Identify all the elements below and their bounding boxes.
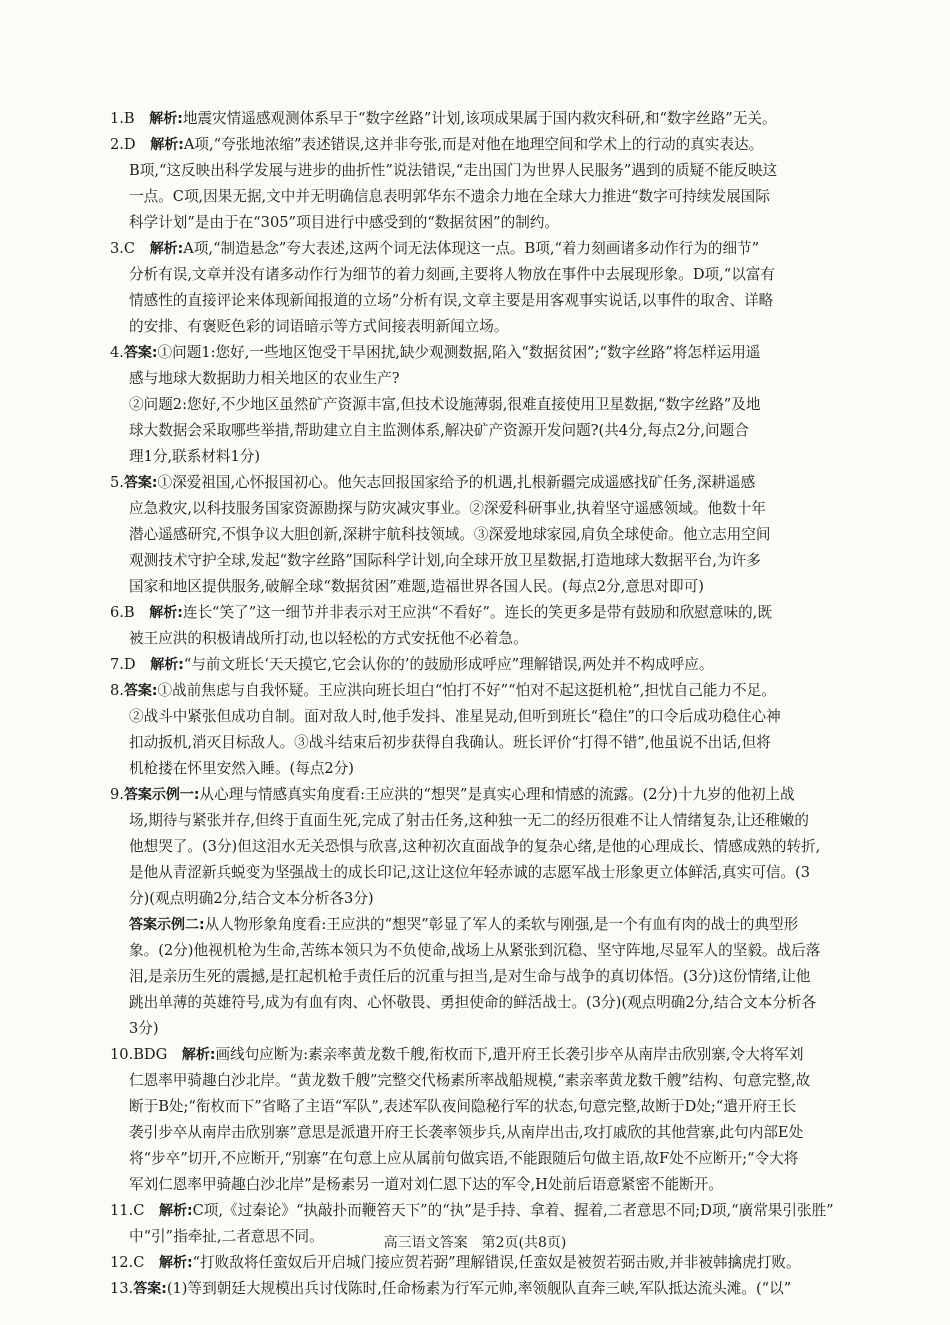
answer-item (110, 652, 850, 678)
answer-continuation-line: ②问题2:您好,不少地区虽然矿产资源丰富,但技术设施薄弱,很难直接使用卫星数据,“数字丝路”及地 (129, 396, 761, 413)
question-number: 11.C (110, 1202, 145, 1219)
answer-continuation-line: 分)(观点明确2分,结合文本分析各3分) (129, 890, 374, 907)
answer-text: 从人物形象角度看:王应洪的“想哭”彰显了军人的柔软与刚强,是一个有血有肉的战士的典型形 (204, 916, 799, 933)
answer-continuation-line: ②战斗中紧张但成功自制。面对敌人时,他手发抖、准星晃动,但听到班长“稳住”的口令后成功稳住心神 (129, 708, 781, 725)
question-number: 13. (110, 1280, 134, 1297)
answer-continuation-line: 一点。C项,因果无据,文中并无明确信息表明郭华东不遗余力地在全球大力推进“数字可持续发展国际 (129, 188, 770, 205)
answer-item (110, 236, 850, 340)
answer-continuation-line: 被王应洪的积极请战所打动,也以轻松的方式安抚他不必着急。 (129, 630, 528, 647)
answer-continuation-line: 袭引步卒从南岸击欣别寨”意思是派遣开府王长袭率领步兵,从南岸出击,攻打戚欣的其他营寨,此句内部E处 (129, 1124, 804, 1141)
answer-label: 解析: (158, 1255, 193, 1271)
answer-text: 地震灾情遥感观测体系早于“数字丝路”计划,该项成果属于国内救灾科研,和“数字丝路”无关。 (182, 110, 777, 127)
answer-item (110, 106, 850, 132)
answer-continuation-line: 跳出单薄的英雄符号,成为有血有肉、心怀敬畏、勇担使命的鲜活战士。(3分)(观点明确2分,结合文本分析各 (129, 994, 817, 1011)
answer-first-line (110, 600, 850, 626)
answer-text: A项,“制造悬念”夸大表述,这两个词无法体现这一点。B项,“着力刻画诸多动作行为的细节” (183, 240, 760, 257)
answer-text: ①深爱祖国,心怀报国初心。他矢志回报国家给予的机遇,扎根新疆完成遥感找矿任务,深耕遥感 (157, 474, 756, 491)
question-number: 12.C (110, 1254, 145, 1271)
answer-item (110, 1042, 850, 1198)
answer-text: C项,《过秦论》“执敲扑而鞭笞天下”的“执”是手持、拿着、握着,二者意思不同;D项,“廣常果引张胜” (192, 1202, 834, 1219)
answer-continuation-line: 仁恩率甲骑趣白沙北岸。“黄龙数千艘”完整交代杨素所率战船规模,“素亲率黄龙数千艘”结构、句意完整,故 (129, 1072, 811, 1089)
answer-continuation-line: 他想哭了。(3分)但这泪水无关恐惧与欣喜,这种初次直面战争的复杂心绪,是他的心理成长、情感成熟的转折, (129, 838, 821, 855)
answer-text: 从心理与情感真实角度看:王应洪的“想哭”是真实心理和情感的流露。(2分)十九岁的他初上战 (199, 786, 795, 803)
answer-first-line (110, 652, 850, 678)
answer-item (110, 1276, 850, 1302)
answer-label: 解析: (158, 1203, 193, 1219)
answer-continuation-line: 断于B处;“衔枚而下”省略了主语“军队”,表述军队夜间隐秘行军的状态,句意完整,故断于D处;“遣开府王长 (129, 1098, 797, 1115)
answer-continuation-line: B项,“这反映出科学发展与进步的曲折性”说法错误,“走出国门为世界人民服务”遇到的质疑不能反映这 (129, 162, 778, 179)
answer-continuation-line: 中“引”指牵扯,二者意思不同。 (129, 1228, 324, 1245)
answer-text: 连长“笑了”这一细节并非表示对王应洪“不看好”。连长的笑更多是带有鼓励和欣慰意味的,既 (182, 604, 772, 621)
answer-continuation-line: 理1分,联系材料1分) (129, 448, 261, 465)
answer-label: 答案: (123, 475, 158, 491)
answer-text: A项,“夸张地浓缩”表述错误,这并非夸张,而是对他在地理空间和学术上的行动的真实表达。 (183, 136, 764, 153)
answer-list (110, 106, 850, 1302)
answer-first-line (110, 470, 850, 496)
answer-continuation-line: 观测技术守护全球,发起“数字丝路”国际科学计划,向全球开放卫星数据,打造地球大数据平台,为许多 (129, 552, 761, 569)
answer-first-line (110, 340, 850, 366)
answer-item (110, 782, 850, 1042)
answer-first-line (110, 1250, 850, 1276)
question-number: 9. (110, 786, 124, 803)
answer-first-line (110, 1198, 850, 1224)
answer-label: 答案示例二: (129, 917, 205, 933)
answer-first-line (110, 132, 850, 158)
question-number: 10.BDG (110, 1046, 168, 1063)
answer-label: 解析: (181, 1047, 216, 1063)
answer-text: “打败敌将任蛮奴后开启城门接应贺若弼”理解错误,任蛮奴是被贺若弼击败,并非被韩擒虎打败。 (192, 1254, 801, 1271)
question-number: 2.D (110, 136, 136, 153)
question-number: 4. (110, 344, 124, 361)
answer-label: 解析: (150, 137, 184, 153)
answer-text: (1)等到朝廷大规模出兵讨伐陈时,任命杨素为行军元帅,率领舰队直奔三峡,军队抵达流头滩。(“以” (166, 1280, 792, 1297)
answer-continuation-line: 扣动扳机,消灭目标敌人。③战斗结束后初步获得自我确认。班长评价“打得不错”,他虽说不出话,但将 (129, 734, 771, 751)
answer-continuation-line: 是他从青涩新兵蜕变为坚强战士的成长印记,这让这位年轻赤诚的志愿军战士形象更立体鲜活,真实可信。(3 (129, 864, 810, 881)
answer-text: ①问题1:您好,一些地区饱受干旱困扰,缺少观测数据,陷入“数据贫困”;“数字丝路”将怎样运用遥 (157, 344, 761, 361)
answer-continuation-line: 泪,是亲历生死的震撼,是扛起机枪手责任后的沉重与担当,是对生命与战争的真切体悟。(3分)这份情绪,让他 (129, 968, 811, 985)
answer-continuation-line: 军刘仁恩率甲骑趣白沙北岸”是杨素另一道对刘仁恩下达的军令,H处前后语意紧密不能断开。 (129, 1176, 723, 1193)
answer-first-line (110, 678, 850, 704)
answer-continuation-line: 科学计划”是由于在“305”项目进行中感受到的“数据贫困”的制约。 (129, 214, 560, 231)
answer-continuation-line: 应急救灾,以科技服务国家资源勘探与防灾减灾事业。②深爱科研事业,执着坚守遥感领域。他数十年 (129, 500, 766, 517)
answer-first-line (110, 1042, 850, 1068)
answer-continuation-line: 将“步卒”切开,不应断开,“别寨”在句意上应从属前句做宾语,不能跟随后句做主语,故F处不应断开;“令大将 (129, 1150, 799, 1167)
question-number: 5. (110, 474, 124, 491)
answer-item (110, 678, 850, 782)
answer-label: 解析: (149, 241, 184, 257)
answer-label: 答案: (123, 683, 158, 699)
question-number: 1.B (110, 110, 135, 127)
answer-continuation-line: 情感性的直接评论来体现新闻报道的立场”分析有误,文章主要是用客观事实说话,以事件的取舍、详略 (129, 292, 774, 309)
answer-first-line (110, 236, 850, 262)
answer-first-line (110, 1276, 850, 1302)
answer-continuation-line: 场,期待与紧张并存,但终于直面生死,完成了射击任务,这种独一无二的经历很难不让人情绪复杂,让还稚嫩的 (129, 812, 809, 829)
answer-continuation-line: 分析有误,文章并没有诸多动作行为细节的着力刻画,主要将人物放在事件中去展现形象。D项,“以富有 (129, 266, 776, 283)
answer-text: ①战前焦虑与自我怀疑。王应洪向班长坦白“怕打不好”“怕对不起这挺机枪”,担忧自己能力不足。 (157, 682, 776, 699)
answer-label: 解析: (149, 111, 183, 127)
answer-item (110, 1250, 850, 1276)
answer-item (110, 470, 850, 600)
answer-item (110, 132, 850, 236)
question-number: 8. (110, 682, 124, 699)
answer-text: “与前文班长‘天天摸它,它会认你的’的鼓励形成呼应”理解错误,两处并不构成呼应。 (183, 656, 714, 673)
answer-label: 解析: (149, 605, 183, 621)
answer-first-line (110, 106, 850, 132)
answer-example-two-first-line (110, 912, 850, 938)
answer-continuation-line: 3分) (129, 1020, 159, 1037)
question-number: 7.D (110, 656, 136, 673)
answer-label: 答案示例一: (123, 787, 200, 803)
answer-continuation-line: 象。(2分)他视机枪为生命,苦练本领只为不负使命,战场上从紧张到沉稳、坚守阵地,尽显军人的坚毅。战后落 (129, 942, 821, 959)
answer-first-line (110, 782, 850, 808)
question-number: 6.B (110, 604, 135, 621)
answer-label: 答案: (133, 1281, 167, 1297)
page-footer: 高三语文答案 第2页(共8页) (383, 1235, 567, 1251)
answer-item (110, 340, 850, 470)
answer-continuation-line: 国家和地区提供服务,破解全球“数据贫困”难题,造福世界各国人民。(每点2分,意思对即可) (129, 578, 704, 595)
answer-continuation-line: 球大数据会采取哪些举措,帮助建立自主监测体系,解决矿产资源开发问题?(共4分,每点2分,问题合 (129, 422, 749, 439)
answer-text: 画线句应断为:素亲率黄龙数千艘,衔枚而下,遣开府王长袭引步卒从南岸击欣别寨,令大将军刘 (215, 1046, 804, 1063)
answer-continuation-line: 感与地球大数据助力相关地区的农业生产? (129, 370, 400, 387)
answer-continuation-line: 机枪搂在怀里安然入睡。(每点2分) (129, 760, 354, 777)
answer-item (110, 600, 850, 652)
answer-label: 答案: (123, 345, 158, 361)
question-number: 3.C (110, 240, 136, 257)
answer-continuation-line: 的安排、有褒贬色彩的词语暗示等方式间接表明新闻立场。 (129, 318, 509, 335)
answer-label: 解析: (150, 657, 184, 673)
answer-continuation-line: 潜心遥感研究,不惧争议大胆创新,深耕宇航科技领域。③深爱地球家园,肩负全球使命。他立志用空间 (129, 526, 771, 543)
